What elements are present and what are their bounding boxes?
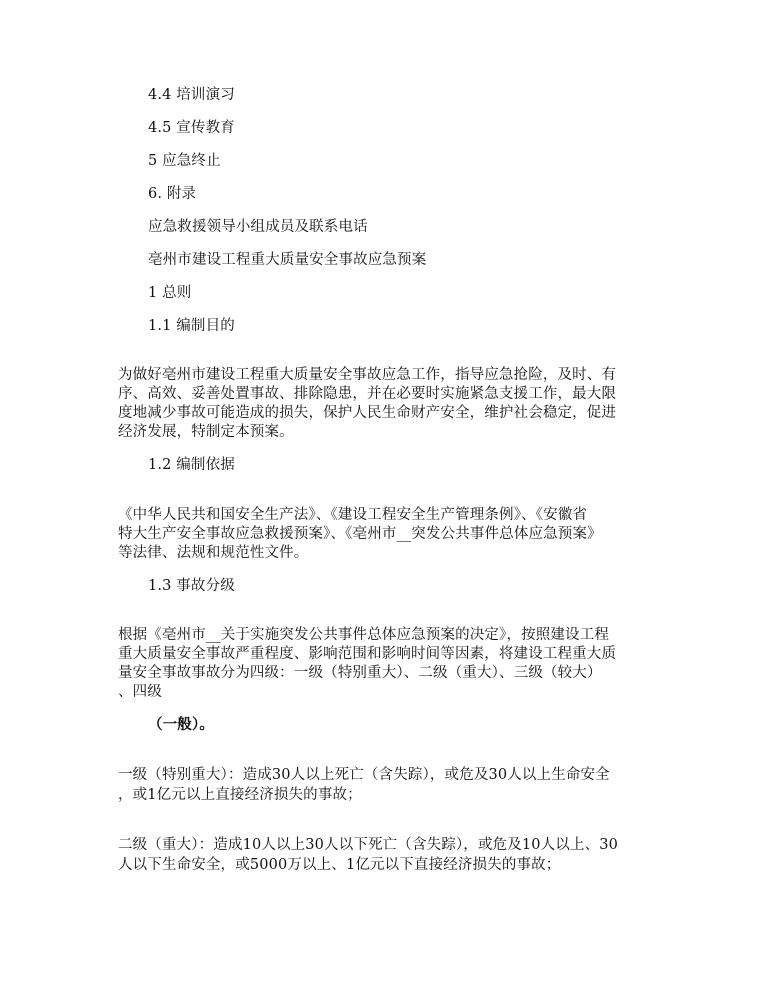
toc-item: 5 应急终止 [148,153,221,169]
paragraph-line: 序、高效、妥善处置事故、排除隐患，并在必要时实施紧急支援工作，最大限 [118,386,617,402]
paragraph-line: 、四级 [118,684,162,700]
paragraph-line: 《中华人民共和国安全生产法》、《建设工程安全生产管理条例》、《安徽省 [118,507,588,523]
paragraph-line: 经济发展，特制定本预案。 [118,424,294,440]
toc-item: 4.5 宣传教育 [148,120,235,136]
paragraph-line: ，或1亿元以上直接经济损失的事故； [118,787,362,803]
paragraph-line: 等法律、法规和规范性文件。 [118,545,309,561]
subsection-heading: 1.2 编制依据 [148,457,235,473]
subsection-heading: 1.1 编制目的 [148,318,235,334]
toc-item: 6. 附录 [148,186,197,202]
paragraph-line: 根据《亳州市__关于实施突发公共事件总体应急预案的决定》，按照建设工程 [118,627,609,643]
toc-item: 4.4 培训演习 [148,87,235,103]
toc-item: 应急救援领导小组成员及联系电话 [148,219,368,235]
bold-line: （一般）。 [148,716,214,733]
paragraph-line: 二级（重大）：造成10人以上30人以下死亡（含失踪），或危及10人以上、30 [118,837,618,853]
document-title: 亳州市建设工程重大质量安全事故应急预案 [148,252,427,268]
subsection-heading: 1.3 事故分级 [148,578,235,594]
paragraph-line: 人以下生命安全，或5000万以上、1亿元以下直接经济损失的事故； [118,857,561,873]
paragraph-line: 一级（特别重大）：造成30人以上死亡（含失踪），或危及30人以上生命安全 [118,767,610,783]
paragraph-line: 为做好亳州市建设工程重大质量安全事故应急工作，指导应急抢险，及时、有 [118,367,617,383]
paragraph-line: 度地减少事故可能造成的损失，保护人民生命财产安全，维护社会稳定，促进 [118,405,617,421]
paragraph-line: 量安全事故事故分为四级：一级（特别重大）、二级（重大）、三级（较大） [118,665,602,681]
section-heading: 1 总则 [148,285,192,301]
paragraph-line: 重大质量安全事故严重程度、影响范围和影响时间等因素，将建设工程重大质 [118,646,617,662]
paragraph-line: 特大生产安全事故应急救援预案》、《亳州市__突发公共事件总体应急预案》 [118,526,602,542]
